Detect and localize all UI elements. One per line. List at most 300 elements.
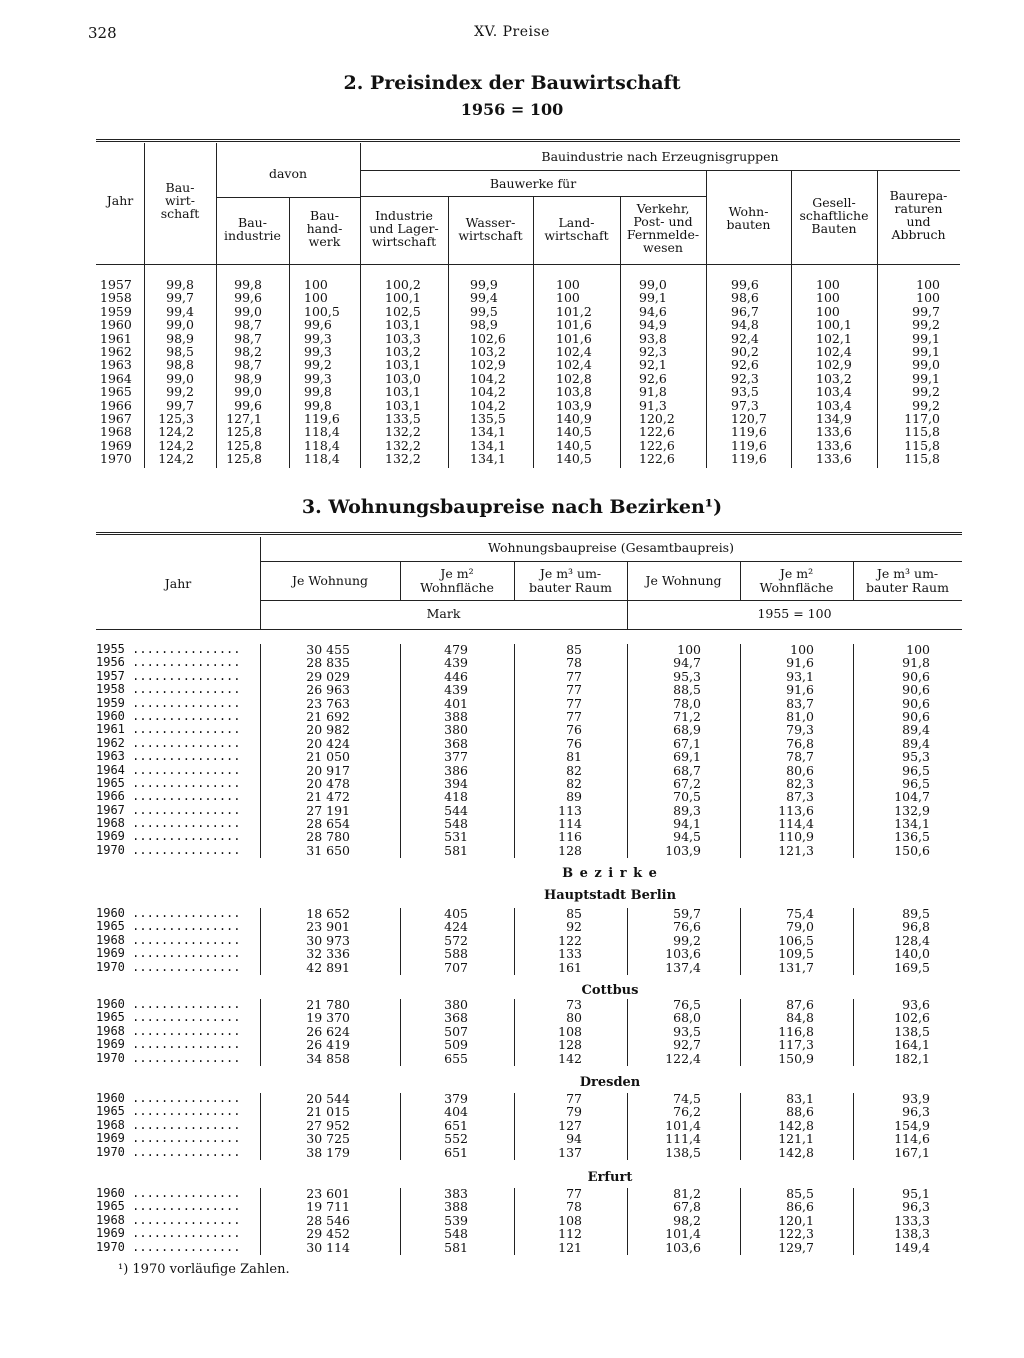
t3-je-wohnung-cell: 29 452: [306, 1226, 350, 1242]
t2-bauwirtschaft-cell: 99,4: [166, 303, 194, 319]
t3-jahr-cell: 1966 ...............: [96, 789, 241, 804]
t3-je-raum-index-cell: 138,3: [894, 1226, 930, 1242]
t3-je-wohnflaeche-cell: 386: [444, 762, 468, 778]
t2-bauwirtschaft-cell: 99,0: [166, 370, 194, 386]
t3-je-wohnflaeche-index-cell: 120,1: [778, 1212, 814, 1228]
t3-je-wohnung-cell: 23 763: [306, 695, 350, 711]
t2-bauhandwerk-cell: 99,3: [304, 330, 332, 346]
t3-jahr-cell: 1963 ...............: [96, 749, 241, 764]
t3-je-wohnflaeche-index-cell: 87,6: [786, 997, 814, 1012]
t3-je-raum-cell: 73: [566, 997, 582, 1012]
t3-je-wohnung-cell: 28 546: [306, 1212, 350, 1228]
t3-je-wohnung-cell: 26 624: [306, 1023, 350, 1039]
t2-gesellschaftliche-cell: 102,1: [816, 330, 852, 346]
t3-je-wohnung-cell: 28 780: [306, 829, 350, 845]
t3-je-wohnflaeche-index-cell: 91,6: [786, 682, 814, 698]
t3-je-wohnung-index-cell: 138,5: [665, 1144, 701, 1160]
t3-jahr-column: [96, 907, 256, 974]
t3-je-wohnung-index-column: [655, 907, 701, 974]
t3-jahr-cell: 1965 ...............: [96, 775, 241, 790]
t3-je-raum-cell: 133: [558, 946, 582, 962]
t2-jahr-cell: 1970: [100, 451, 132, 467]
t3-je-wohnflaeche-cell: 379: [444, 1091, 468, 1106]
t3-jahr-cell: 1969 ...............: [96, 1226, 241, 1241]
t2-industrie-cell: 103,1: [385, 357, 421, 373]
t2-wasser-cell: 99,9: [470, 277, 498, 292]
t2-wasser-cell: 104,2: [470, 397, 506, 413]
t3-je-wohnung-index-cell: 92,7: [673, 1037, 701, 1053]
t2-industrie-column: [385, 278, 425, 465]
t3-je-wohnung-index-cell: 67,8: [673, 1199, 701, 1215]
t2-wasser-cell: 135,5: [470, 410, 506, 426]
t2-jahr-cell: 1967: [100, 410, 132, 426]
t3-je-wohnung-index-cell: 71,2: [673, 708, 701, 724]
t3-je-wohnflaeche-column: [430, 643, 468, 857]
t3-je-wohnung-index-cell: 137,4: [665, 959, 701, 975]
t3-je-wohnflaeche-index-cell: 131,7: [778, 959, 814, 975]
t3-jahr-cell: 1970 ...............: [96, 959, 241, 974]
t2-reparaturen-cell: 99,2: [912, 397, 940, 413]
t3-je-wohnung-index-cell: 103,9: [665, 842, 701, 858]
t3-je-wohnflaeche-cell: 651: [444, 1117, 468, 1133]
t2-jahr-column: [100, 278, 136, 465]
t2-wohnbauten-cell: 92,4: [731, 330, 759, 346]
t3-je-wohnung-index-cell: 94,5: [673, 829, 701, 845]
t2-wasser-cell: 98,9: [470, 317, 498, 333]
t3-jahr-cell: 1967 ...............: [96, 802, 241, 817]
t3-je-wohnung-index-cell: 95,3: [673, 668, 701, 684]
t3-je-raum-index-cell: 150,6: [894, 842, 930, 858]
t3-jahr-cell: 1960 ...............: [96, 1091, 241, 1105]
t2-industrie-cell: 102,5: [385, 303, 421, 319]
t2-jahr-cell: 1964: [100, 370, 132, 386]
t3-je-wohnflaeche-cell: 552: [444, 1131, 468, 1147]
t3-je-wohnflaeche-index-cell: 150,9: [778, 1050, 814, 1066]
t3-je-wohnung-index-cell: 101,4: [665, 1117, 701, 1133]
t2-bauindustrie-cell: 99,6: [234, 397, 262, 413]
t3-je-raum-cell: 81: [566, 749, 582, 765]
t3-je-wohnflaeche-index-cell: 79,3: [786, 722, 814, 738]
t3-je-wohnung-index-cell: 94,1: [673, 816, 701, 832]
t3-header-group: Wohnungsbaupreise (Gesamtbaupreis): [488, 540, 734, 555]
t2-industrie-cell: 100,1: [385, 290, 421, 306]
t2-jahr-cell: 1962: [100, 343, 132, 359]
t3-je-raum-index-cell: 90,6: [902, 708, 930, 724]
t3-jahr-cell: 1965 ...............: [96, 919, 241, 934]
t3-je-raum-index-cell: 100: [906, 642, 930, 657]
t3-je-wohnflaeche-cell: 707: [444, 959, 468, 975]
t2-gesellschaftliche-cell: 100: [816, 303, 840, 319]
t3-je-raum-index-cell: 96,3: [902, 1104, 930, 1120]
t2-gesellschaftliche-cell: 100,1: [816, 317, 852, 333]
t3-je-raum-index-cell: 140,0: [894, 946, 930, 962]
t2-wohnbauten-cell: 97,3: [731, 397, 759, 413]
t2-reparaturen-cell: 117,0: [904, 410, 940, 426]
t3-je-raum-index-cell: 132,9: [894, 802, 930, 818]
t3-header-je-wohnung: Je Wohnung: [291, 573, 369, 588]
t3-je-raum-index-cell: 102,6: [894, 1010, 930, 1026]
t2-bauhandwerk-cell: 118,4: [304, 437, 340, 453]
t3-je-wohnung-column: [290, 1187, 350, 1254]
t3-je-raum-index-cell: 90,6: [902, 695, 930, 711]
t3-je-raum-cell: 76: [566, 735, 582, 751]
t3-je-raum-cell: 77: [566, 708, 582, 724]
t2-verkehr-cell: 94,9: [639, 317, 667, 333]
t3-je-raum-index-column: [884, 1187, 930, 1254]
t3-je-wohnung-cell: 32 336: [306, 946, 350, 962]
t3-je-wohnflaeche-index-cell: 110,9: [778, 829, 814, 845]
t3-je-wohnflaeche-index-cell: 121,3: [778, 842, 814, 858]
t3-je-wohnung-cell: 31 650: [306, 842, 350, 858]
t3-je-wohnung-index-cell: 69,1: [673, 749, 701, 765]
t3-je-raum-index-cell: 104,7: [894, 789, 930, 805]
t2-verkehr-cell: 91,3: [639, 397, 667, 413]
t3-je-wohnung-cell: 21 050: [306, 749, 350, 765]
t3-je-raum-index-cell: 93,6: [902, 997, 930, 1012]
t3-je-raum-cell: 116: [558, 829, 582, 845]
t2-reparaturen-cell: 99,0: [912, 357, 940, 373]
t2-gesellschaftliche-cell: 102,4: [816, 343, 852, 359]
t3-je-wohnung-index-cell: 76,2: [673, 1104, 701, 1120]
t2-reparaturen-cell: 99,2: [912, 317, 940, 333]
t3-je-wohnung-cell: 34 858: [306, 1050, 350, 1066]
t2-header-jahr: Jahr: [106, 193, 134, 208]
t2-header-wasser: Wasser- wirtschaft: [458, 215, 523, 243]
t3-jahr-cell: 1970 ...............: [96, 1239, 241, 1254]
t3-je-wohnflaeche-cell: 380: [444, 722, 468, 738]
t3-je-raum-cell: 127: [558, 1117, 582, 1133]
t3-je-wohnflaeche-index-cell: 93,1: [786, 668, 814, 684]
t2-land-cell: 101,6: [556, 317, 592, 333]
t3-je-wohnung-cell: 28 654: [306, 816, 350, 832]
t3-je-wohnflaeche-column: [430, 1092, 468, 1159]
t3-je-wohnflaeche-index-cell: 122,3: [778, 1226, 814, 1242]
t2-gesellschaftliche-column: [816, 278, 860, 465]
t2-reparaturen-cell: 99,1: [912, 343, 940, 359]
t3-je-wohnflaeche-cell: 544: [444, 802, 468, 818]
t3-je-wohnflaeche-index-cell: 109,5: [778, 946, 814, 962]
t3-je-wohnflaeche-index-cell: 117,3: [778, 1037, 814, 1053]
t3-je-raum-cell: 79: [566, 1104, 582, 1120]
t3-je-wohnflaeche-cell: 651: [444, 1144, 468, 1160]
t2-verkehr-cell: 91,8: [639, 384, 667, 400]
t3-je-wohnung-index-cell: 93,5: [673, 1023, 701, 1039]
t2-gesellschaftliche-cell: 100: [816, 277, 840, 292]
t3-je-wohnflaeche-index-cell: 142,8: [778, 1144, 814, 1160]
t2-header-bauwirtschaft: Bau- wirt- schaft: [160, 180, 200, 221]
t3-je-wohnflaeche-cell: 368: [444, 735, 468, 751]
t3-je-wohnflaeche-cell: 572: [444, 932, 468, 948]
t3-je-wohnung-cell: 20 982: [306, 722, 350, 738]
t3-je-raum-cell: 78: [566, 655, 582, 671]
t3-jahr-cell: 1970 ...............: [96, 1144, 241, 1159]
t3-je-wohnung-index-cell: 94,7: [673, 655, 701, 671]
t3-jahr-cell: 1960 ...............: [96, 1186, 241, 1200]
t2-verkehr-cell: 92,1: [639, 357, 667, 373]
t2-bauwirtschaft-cell: 98,8: [166, 357, 194, 373]
t3-je-wohnflaeche-index-cell: 100: [790, 642, 814, 657]
t3-je-wohnung-cell: 26 963: [306, 682, 350, 698]
t2-jahr-cell: 1959: [100, 303, 132, 319]
t3-je-raum-index-cell: 133,3: [894, 1212, 930, 1228]
t3-jahr-cell: 1965 ...............: [96, 1104, 241, 1119]
t3-jahr-cell: 1955 ...............: [96, 642, 241, 656]
t3-jahr-cell: 1969 ...............: [96, 1037, 241, 1052]
t3-je-wohnflaeche-cell: 380: [444, 997, 468, 1012]
t3-je-raum-cell: 128: [558, 1037, 582, 1053]
t3-jahr-cell: 1969 ...............: [96, 946, 241, 961]
t2-land-cell: 102,4: [556, 343, 592, 359]
t2-gesellschaftliche-cell: 133,6: [816, 437, 852, 453]
t3-je-raum-index-cell: 136,5: [894, 829, 930, 845]
t3-je-wohnflaeche-cell: 581: [444, 842, 468, 858]
t3-je-raum-index-cell: 95,1: [902, 1186, 930, 1201]
t3-je-wohnung-cell: 42 891: [306, 959, 350, 975]
t2-land-cell: 140,5: [556, 451, 592, 467]
t3-je-wohnung-index-cell: 103,6: [665, 946, 701, 962]
t2-bauindustrie-cell: 98,7: [234, 357, 262, 373]
t3-je-wohnung-index-column: [655, 1187, 701, 1254]
t3-je-wohnflaeche-index-column: [770, 1092, 814, 1159]
t3-je-raum-cell: 112: [558, 1226, 582, 1242]
t3-je-wohnflaeche-cell: 405: [444, 906, 468, 921]
t2-land-cell: 140,5: [556, 437, 592, 453]
t3-jahr-cell: 1965 ...............: [96, 1010, 241, 1025]
t2-bauhandwerk-cell: 118,4: [304, 424, 340, 440]
t2-wasser-cell: 104,2: [470, 384, 506, 400]
t2-jahr-cell: 1969: [100, 437, 132, 453]
t3-je-wohnung-index-cell: 101,4: [665, 1226, 701, 1242]
t3-je-raum-cell: 92: [566, 919, 582, 935]
t3-je-wohnflaeche-cell: 439: [444, 655, 468, 671]
t3-jahr-cell: 1962 ...............: [96, 735, 241, 750]
t3-je-raum-index-column: [884, 998, 930, 1065]
t2-header-reparaturen: Baurepa- raturen und Abbruch: [889, 188, 948, 242]
t3-je-wohnflaeche-cell: 439: [444, 682, 468, 698]
t3-je-wohnung-index-cell: 89,3: [673, 802, 701, 818]
t2-bauhandwerk-cell: 99,2: [304, 357, 332, 373]
t3-je-raum-cell: 85: [566, 906, 582, 921]
t3-je-wohnflaeche-index-column: [770, 907, 814, 974]
t2-land-cell: 101,6: [556, 330, 592, 346]
t3-jahr-cell: 1961 ...............: [96, 722, 241, 737]
t3-je-wohnflaeche-cell: 401: [444, 695, 468, 711]
t3-je-wohnung-cell: 30 725: [306, 1131, 350, 1147]
t3-je-wohnung-cell: 27 952: [306, 1117, 350, 1133]
t3-je-wohnung-index-cell: 70,5: [673, 789, 701, 805]
t3-je-raum-index-cell: 167,1: [894, 1144, 930, 1160]
t2-industrie-cell: 103,2: [385, 343, 421, 359]
t3-je-wohnung-index-cell: 122,4: [665, 1050, 701, 1066]
t3-je-raum-index-cell: 154,9: [894, 1117, 930, 1133]
t2-wohnbauten-cell: 98,6: [731, 290, 759, 306]
t2-bauhandwerk-cell: 118,4: [304, 451, 340, 467]
t2-jahr-cell: 1961: [100, 330, 132, 346]
t2-bauindustrie-cell: 99,6: [234, 290, 262, 306]
t2-header-verkehr: Verkehr, Post- und Fernmelde- wesen: [626, 201, 700, 255]
t3-group-title: Dresden: [579, 1075, 641, 1090]
t2-industrie-cell: 103,0: [385, 370, 421, 386]
t3-je-wohnflaeche-cell: 531: [444, 829, 468, 845]
t3-je-raum-index-cell: 182,1: [894, 1050, 930, 1066]
t2-verkehr-cell: 99,0: [639, 277, 667, 292]
t2-bauwirtschaft-cell: 99,7: [166, 397, 194, 413]
t3-je-wohnung-cell: 21 780: [306, 997, 350, 1012]
t3-je-wohnflaeche-index-column: [770, 998, 814, 1065]
t3-je-raum-cell: 142: [558, 1050, 582, 1066]
t3-je-raum-cell: 113: [558, 802, 582, 818]
t2-header-land: Land- wirtschaft: [544, 215, 609, 243]
t3-jahr-column: [96, 643, 256, 857]
table2-title: 2. Preisindex der Bauwirtschaft: [343, 72, 681, 94]
t2-industrie-cell: 100,2: [385, 277, 421, 292]
t2-header-bauhandwerk: Bau- hand- werk: [306, 208, 343, 249]
t2-bauindustrie-cell: 127,1: [226, 410, 262, 426]
t3-je-wohnflaeche-index-cell: 85,5: [786, 1186, 814, 1201]
page-header: [0, 24, 1024, 44]
t3-je-wohnflaeche-index-cell: 91,6: [786, 655, 814, 671]
t2-wohnbauten-cell: 120,7: [731, 410, 767, 426]
t2-gesellschaftliche-cell: 133,6: [816, 451, 852, 467]
t3-jahr-cell: 1968 ...............: [96, 1212, 241, 1227]
t3-je-raum-cell: 77: [566, 1091, 582, 1106]
t3-je-wohnung-cell: 18 652: [306, 906, 350, 921]
t3-jahr-cell: 1969 ...............: [96, 1131, 241, 1146]
t3-je-raum-index-cell: 93,9: [902, 1091, 930, 1106]
t3-je-wohnung-column: [290, 643, 350, 857]
t3-je-wohnung-cell: 30 455: [306, 642, 350, 657]
t2-land-cell: 102,4: [556, 357, 592, 373]
t2-bauindustrie-cell: 98,7: [234, 330, 262, 346]
t3-bezirke-label: B e z i r k e: [562, 866, 658, 881]
t2-land-cell: 102,8: [556, 370, 592, 386]
t3-je-wohnflaeche-index-cell: 106,5: [778, 932, 814, 948]
t2-wasser-cell: 134,1: [470, 424, 506, 440]
t3-je-wohnflaeche-index-cell: 80,6: [786, 762, 814, 778]
t2-bauhandwerk-cell: 100: [304, 290, 328, 306]
t3-je-wohnung-index-cell: 67,1: [673, 735, 701, 751]
t2-wasser-column: [470, 278, 510, 465]
t3-je-raum-cell: 76: [566, 722, 582, 738]
t3-je-raum-column: [542, 907, 582, 974]
t2-wohnbauten-cell: 92,3: [731, 370, 759, 386]
t2-gesellschaftliche-cell: 103,2: [816, 370, 852, 386]
t3-je-wohnflaeche-cell: 404: [444, 1104, 468, 1120]
t2-wohnbauten-cell: 119,6: [731, 451, 767, 467]
t3-je-raum-index-cell: 164,1: [894, 1037, 930, 1053]
t3-je-raum-index-cell: 114,6: [894, 1131, 930, 1147]
t2-bauwirtschaft-cell: 124,2: [158, 451, 194, 467]
t3-jahr-cell: 1968 ...............: [96, 1117, 241, 1132]
t2-gesellschaftliche-cell: 133,6: [816, 424, 852, 440]
t3-je-wohnflaeche-cell: 581: [444, 1239, 468, 1255]
t3-je-wohnflaeche-index-cell: 78,7: [786, 749, 814, 765]
t3-je-raum-index-cell: 90,6: [902, 682, 930, 698]
t2-verkehr-cell: 122,6: [639, 451, 675, 467]
t3-jahr-cell: 1960 ...............: [96, 708, 241, 723]
t3-je-raum-index-cell: 91,8: [902, 655, 930, 671]
t3-jahr-cell: 1956 ...............: [96, 655, 241, 670]
t3-je-raum-cell: 128: [558, 842, 582, 858]
t2-land-cell: 103,8: [556, 384, 592, 400]
t3-je-raum-cell: 77: [566, 682, 582, 698]
t2-reparaturen-cell: 115,8: [904, 437, 940, 453]
t3-je-wohnung-cell: 20 917: [306, 762, 350, 778]
t3-je-wohnflaeche-cell: 479: [444, 642, 468, 657]
t2-header-gesellschaftliche: Gesell- schaftliche Bauten: [799, 195, 869, 236]
t3-je-wohnung-index-cell: 68,7: [673, 762, 701, 778]
t3-je-wohnflaeche-cell: 383: [444, 1186, 468, 1201]
t3-je-wohnung-index-cell: 103,6: [665, 1239, 701, 1255]
t2-reparaturen-cell: 99,7: [912, 303, 940, 319]
t3-je-wohnflaeche-cell: 388: [444, 708, 468, 724]
t2-land-cell: 140,5: [556, 424, 592, 440]
t3-je-wohnflaeche-index-cell: 76,8: [786, 735, 814, 751]
t3-je-raum-cell: 161: [558, 959, 582, 975]
t2-bauhandwerk-cell: 100: [304, 277, 328, 292]
t3-je-wohnung-cell: 29 029: [306, 668, 350, 684]
t3-je-raum-index-cell: 89,4: [902, 735, 930, 751]
t2-bauhandwerk-cell: 99,8: [304, 397, 332, 413]
t2-wohnbauten-cell: 92,6: [731, 357, 759, 373]
t3-jahr-cell: 1960 ...............: [96, 997, 241, 1011]
t2-wohnbauten-cell: 90,2: [731, 343, 759, 359]
t3-header-jahr: Jahr: [164, 576, 192, 591]
t3-jahr-cell: 1957 ...............: [96, 668, 241, 683]
t3-je-raum-index-cell: 169,5: [894, 959, 930, 975]
t2-bauhandwerk-cell: 99,3: [304, 343, 332, 359]
t2-bauwirtschaft-cell: 98,5: [166, 343, 194, 359]
t2-bauwirtschaft-cell: 124,2: [158, 424, 194, 440]
t2-reparaturen-cell: 100: [916, 277, 940, 292]
t2-header-davon: davon: [268, 166, 308, 181]
t3-je-wohnung-cell: 19 711: [306, 1199, 350, 1215]
t2-header-industrie: Industrie und Lager- wirtschaft: [369, 208, 439, 249]
t2-jahr-cell: 1965: [100, 384, 132, 400]
t3-group-title: Hauptstadt Berlin: [543, 888, 677, 903]
t2-bauwirtschaft-cell: 99,0: [166, 317, 194, 333]
t3-je-wohnung-cell: 30 114: [306, 1239, 350, 1255]
t2-reparaturen-cell: 99,1: [912, 330, 940, 346]
t3-je-wohnflaeche-cell: 548: [444, 816, 468, 832]
t2-verkehr-cell: 99,1: [639, 290, 667, 306]
t2-reparaturen-cell: 100: [916, 290, 940, 306]
t2-jahr-cell: 1966: [100, 397, 132, 413]
t3-jahr-cell: 1958 ...............: [96, 682, 241, 697]
t3-je-wohnflaeche-index-cell: 83,7: [786, 695, 814, 711]
t3-je-wohnflaeche-index-cell: 75,4: [786, 906, 814, 921]
t3-jahr-cell: 1960 ...............: [96, 906, 241, 920]
t3-je-wohnung-index-cell: 76,5: [673, 997, 701, 1012]
t3-group-title: Cottbus: [581, 983, 639, 998]
t3-je-wohnflaeche-cell: 368: [444, 1010, 468, 1026]
t3-je-wohnung-index-cell: 100: [677, 642, 701, 657]
t2-land-cell: 100: [556, 290, 580, 306]
t3-je-raum-cell: 77: [566, 668, 582, 684]
t3-je-raum-cell: 94: [566, 1131, 582, 1147]
table3-title: 3. Wohnungsbaupreise nach Bezirken¹): [301, 496, 723, 518]
t3-je-wohnung-cell: 20 478: [306, 775, 350, 791]
t2-land-cell: 100: [556, 277, 580, 292]
t3-je-wohnung-index-cell: 81,2: [673, 1186, 701, 1201]
t2-reparaturen-cell: 99,1: [912, 370, 940, 386]
t3-je-wohnflaeche-index-cell: 83,1: [786, 1091, 814, 1106]
t3-je-wohnung-index-column: [655, 998, 701, 1065]
t2-verkehr-cell: 92,3: [639, 343, 667, 359]
t3-je-raum-cell: 89: [566, 789, 582, 805]
t3-je-wohnflaeche-index-column: [770, 643, 814, 857]
t2-wohnbauten-cell: 99,6: [731, 277, 759, 292]
